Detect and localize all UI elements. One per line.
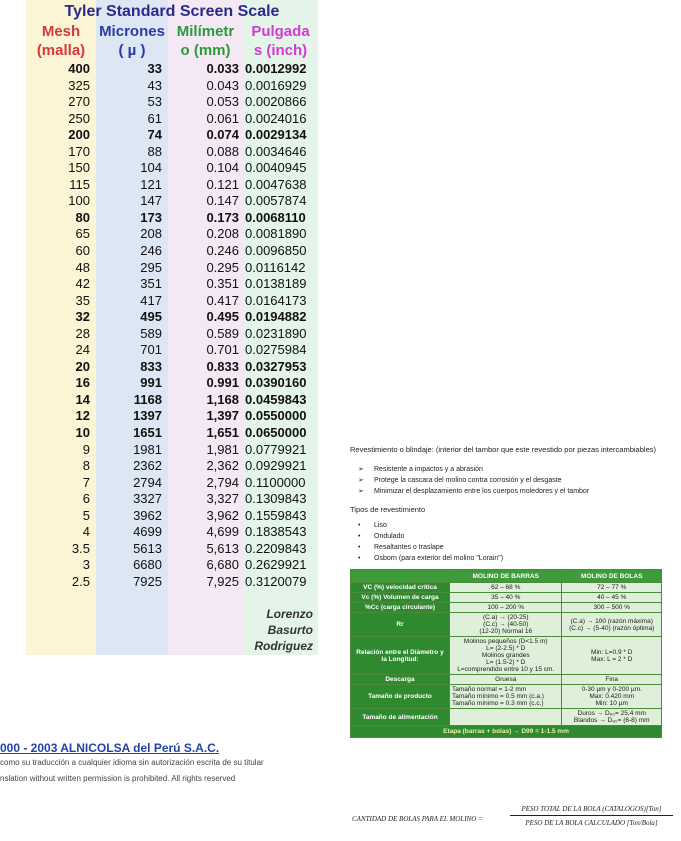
table-row bbox=[351, 583, 662, 593]
inch-cell: 0.0068110 bbox=[245, 209, 306, 225]
bolas-cell bbox=[562, 593, 662, 603]
benefit-text: Minimizar el desplazamiento entre los cuerpos moledores y el tambor bbox=[374, 488, 590, 495]
cell-line: 72 – 77 % bbox=[597, 584, 627, 591]
cell-line: 300 – 500 % bbox=[593, 604, 630, 611]
mm-cell: 1,397 bbox=[206, 408, 239, 424]
table-row bbox=[351, 613, 662, 637]
inch-cell: 0.0020866 bbox=[245, 94, 307, 110]
cell-line: L= (2-2.5) * D bbox=[486, 645, 526, 652]
cell-line: Max: 0.420 mm bbox=[589, 693, 635, 700]
cell-line: L= (1.5-2) * D bbox=[486, 659, 526, 666]
ball-count-formula bbox=[352, 805, 677, 841]
signature-line3: Rodriguez bbox=[254, 639, 313, 653]
table-row bbox=[26, 160, 318, 177]
bolas-cell bbox=[562, 709, 662, 726]
cell-line: Tamaño mínimo = 0.3 mm (c.c.) bbox=[452, 700, 544, 707]
row-label: %Cc (carga circulante) bbox=[351, 603, 450, 613]
table-row bbox=[26, 408, 318, 425]
mm-cell: 0.833 bbox=[206, 358, 239, 374]
tipos-title: Tipos de revestimiento bbox=[350, 505, 426, 514]
author-signature bbox=[243, 606, 313, 654]
mesh-cell: 3 bbox=[82, 557, 90, 573]
header-mesh bbox=[26, 22, 96, 60]
mesh-cell: 400 bbox=[68, 61, 90, 76]
cell-line: Min: L=0.9 * D bbox=[591, 648, 633, 656]
header-barras: MOLINO DE BARRAS bbox=[450, 570, 562, 583]
row-label: Relación entre el Diámetro y la Longitud: bbox=[351, 637, 450, 675]
table-row bbox=[26, 475, 318, 492]
micron-cell: 351 bbox=[140, 276, 162, 292]
mesh-cell: 7 bbox=[82, 474, 90, 490]
header-micron-line1: Micrones bbox=[99, 23, 165, 40]
list-item bbox=[358, 520, 503, 531]
table-row bbox=[26, 127, 318, 144]
cell-line: Max: L = 2 * D bbox=[591, 655, 633, 663]
mesh-cell: 28 bbox=[75, 325, 90, 341]
table-row bbox=[26, 144, 318, 161]
micron-cell: 589 bbox=[140, 325, 162, 341]
table-row bbox=[26, 243, 318, 260]
formula-denominator: PESO DE LA BOLA CALCULADO [Ton/Bola] bbox=[525, 819, 658, 827]
cell-line: Duros → D₈₀= 25,4 mm bbox=[577, 710, 646, 717]
row-label: Tamaño de producto bbox=[351, 685, 450, 709]
cell-line: Molinos grandes bbox=[481, 652, 530, 659]
inch-cell: 0.0116142 bbox=[245, 259, 306, 275]
list-item bbox=[358, 553, 503, 564]
header-mm bbox=[168, 22, 243, 60]
mm-cell: 0.074 bbox=[206, 127, 239, 143]
table-row bbox=[26, 326, 318, 343]
inch-cell: 0.0194882 bbox=[245, 309, 307, 325]
table-title: Tyler Standard Screen Scale bbox=[64, 3, 280, 20]
formula-numerator: PESO TOTAL DE LA BOLA (CATALOGOS)[Ton] bbox=[510, 805, 673, 816]
copyright-line-en: nslation without written permission is prohibited. All rights reserved bbox=[0, 774, 236, 783]
mesh-cell: 170 bbox=[68, 143, 90, 159]
list-item bbox=[358, 531, 503, 542]
cell-line: Gruesa bbox=[495, 676, 517, 683]
table-row bbox=[26, 111, 318, 128]
header-micron-line2: ( µ ) bbox=[118, 42, 146, 59]
row-label: Rr bbox=[351, 613, 450, 637]
mm-cell: 4,699 bbox=[206, 524, 239, 540]
mesh-cell: 4 bbox=[82, 524, 90, 540]
table-row bbox=[26, 574, 318, 591]
copyright-link[interactable]: 000 - 2003 ALNICOLSA del Perú S.A.C. bbox=[0, 741, 220, 755]
bolas-cell bbox=[562, 637, 662, 675]
mm-cell: 0.589 bbox=[206, 325, 239, 341]
mm-cell: 2,362 bbox=[206, 458, 239, 474]
barras-cell bbox=[450, 637, 562, 675]
table-row bbox=[26, 458, 318, 475]
table-row bbox=[351, 675, 662, 685]
micron-cell: 6680 bbox=[133, 557, 162, 573]
inch-cell: 0.0779921 bbox=[245, 441, 307, 457]
dot-bullet-icon: • bbox=[358, 533, 361, 540]
micron-cell: 43 bbox=[147, 77, 162, 93]
table-row bbox=[351, 685, 662, 709]
micron-cell: 104 bbox=[140, 160, 162, 176]
mesh-cell: 20 bbox=[75, 358, 90, 374]
micron-cell: 2362 bbox=[133, 458, 162, 474]
mill-comparison-table bbox=[350, 569, 662, 738]
mm-cell: 0.033 bbox=[206, 61, 239, 76]
mesh-cell: 115 bbox=[69, 176, 90, 192]
mm-cell: 1,981 bbox=[206, 441, 239, 457]
inch-cell: 0.0650000 bbox=[245, 425, 307, 441]
micron-cell: 121 bbox=[140, 176, 162, 192]
inch-cell: 0.1838543 bbox=[245, 524, 307, 540]
revestimiento-intro: Revestimiento o blindaje: (interior del tambor que este revestido por piezas intercambiables) bbox=[350, 445, 656, 454]
inch-cell: 0.1559843 bbox=[245, 507, 307, 523]
mesh-cell: 2.5 bbox=[71, 573, 90, 589]
cell-line: (C.c) → (40-50) bbox=[483, 621, 529, 628]
mesh-cell: 10 bbox=[75, 425, 90, 441]
table-row bbox=[26, 226, 318, 243]
micron-cell: 701 bbox=[140, 342, 162, 358]
mesh-cell: 24 bbox=[75, 342, 90, 358]
cell-line: L=comprendido entre 10 y 15 cm. bbox=[457, 666, 555, 673]
micron-cell: 417 bbox=[140, 292, 162, 308]
tipo-text: Osborn (para exterior del molino "Lorain") bbox=[374, 555, 504, 562]
barras-cell bbox=[450, 685, 562, 709]
cell-line: (C.a) → 100 (razón máxima) bbox=[570, 617, 653, 625]
mesh-cell: 325 bbox=[68, 77, 90, 93]
benefits-list bbox=[358, 464, 589, 497]
mm-cell: 3,327 bbox=[206, 491, 239, 507]
table-footer-row bbox=[351, 726, 662, 738]
inch-cell: 0.0012992 bbox=[245, 61, 307, 76]
inch-cell: 0.0164173 bbox=[245, 292, 307, 308]
mm-cell: 0.295 bbox=[206, 259, 239, 275]
bolas-cell bbox=[562, 675, 662, 685]
mm-cell: 0.208 bbox=[206, 226, 239, 242]
inch-cell: 0.2209843 bbox=[245, 540, 307, 556]
inch-cell: 0.0016929 bbox=[245, 77, 307, 93]
micron-cell: 246 bbox=[140, 243, 162, 259]
micron-cell: 833 bbox=[140, 358, 162, 374]
micron-cell: 88 bbox=[147, 143, 162, 159]
table-row bbox=[26, 392, 318, 409]
table-body bbox=[26, 61, 318, 591]
inch-cell: 0.0096850 bbox=[245, 243, 307, 259]
inch-cell: 0.0047638 bbox=[245, 176, 307, 192]
inch-cell: 0.1309843 bbox=[245, 491, 307, 507]
mm-cell: 0.061 bbox=[206, 110, 239, 126]
header-mm-line1: Milímetr bbox=[176, 23, 235, 40]
cell-line: Tamaño normal = 1-2 mm bbox=[452, 686, 527, 693]
inch-cell: 0.0390160 bbox=[245, 375, 307, 391]
mesh-cell: 3.5 bbox=[71, 540, 90, 556]
mesh-cell: 200 bbox=[68, 127, 90, 143]
mm-cell: 6,680 bbox=[206, 557, 239, 573]
table-row bbox=[26, 508, 318, 525]
mm-cell: 7,925 bbox=[206, 573, 239, 589]
mesh-cell: 8 bbox=[82, 458, 90, 474]
mm-cell: 5,613 bbox=[206, 540, 239, 556]
table-row bbox=[26, 342, 318, 359]
micron-cell: 991 bbox=[140, 375, 162, 391]
bolas-cell bbox=[562, 603, 662, 613]
dot-bullet-icon: • bbox=[358, 522, 361, 529]
inch-cell: 0.3120079 bbox=[245, 573, 307, 589]
cell-line: (C.c) → (5-40) (razón óptima) bbox=[569, 624, 655, 632]
table-row bbox=[26, 309, 318, 326]
cell-line: Fina bbox=[605, 676, 619, 683]
table-row bbox=[26, 359, 318, 376]
mesh-cell: 80 bbox=[75, 209, 90, 225]
header-inch bbox=[243, 22, 318, 60]
micron-cell: 7925 bbox=[133, 573, 162, 589]
micron-cell: 1981 bbox=[133, 441, 162, 457]
mm-cell: 0.121 bbox=[206, 176, 239, 192]
table-row bbox=[351, 709, 662, 726]
mm-cell: 1,651 bbox=[206, 425, 239, 441]
mm-cell: 0.104 bbox=[206, 160, 239, 176]
table-row bbox=[26, 541, 318, 558]
table-row bbox=[26, 557, 318, 574]
header-blank bbox=[351, 570, 450, 583]
barras-cell bbox=[450, 583, 562, 593]
table-row bbox=[26, 78, 318, 95]
micron-cell: 1651 bbox=[133, 425, 162, 441]
cell-line: 40 – 45 % bbox=[597, 594, 627, 601]
inch-cell: 0.0040945 bbox=[245, 160, 307, 176]
micron-cell: 53 bbox=[147, 94, 162, 110]
footer-note: Etapa (barras + bolas) → D99 = 1-1.5 mm bbox=[351, 726, 662, 738]
table-row bbox=[26, 260, 318, 277]
mill-table-body bbox=[351, 583, 662, 738]
tipos-list bbox=[358, 520, 503, 564]
list-item bbox=[358, 486, 589, 497]
table-row bbox=[26, 425, 318, 442]
mesh-cell: 16 bbox=[75, 375, 90, 391]
mm-cell: 0.088 bbox=[206, 143, 239, 159]
list-item bbox=[358, 464, 589, 475]
micron-cell: 147 bbox=[140, 193, 162, 209]
mesh-cell: 35 bbox=[75, 292, 90, 308]
cell-line: (12-20) Normal 16 bbox=[479, 628, 533, 635]
row-label: Tamaño de alimentación bbox=[351, 709, 450, 726]
barras-cell bbox=[450, 613, 562, 637]
table-row bbox=[26, 442, 318, 459]
table-row bbox=[26, 193, 318, 210]
table-row bbox=[26, 293, 318, 310]
cell-line: Tamaño mínimo = 0.5 mm (c.a.) bbox=[452, 693, 544, 700]
table-header-row bbox=[351, 570, 662, 583]
copyright-line-es: como su traducción a cualquier idioma sin autorización escrita de su titular bbox=[0, 758, 264, 767]
inch-cell: 0.0550000 bbox=[245, 408, 307, 424]
mm-cell: 0.991 bbox=[206, 375, 239, 391]
cell-line: 62 – 68 % bbox=[491, 584, 521, 591]
inch-cell: 0.0275984 bbox=[245, 342, 307, 358]
cell-line: 100 – 200 % bbox=[487, 604, 524, 611]
cell-line: (C.a) → (20-25) bbox=[482, 614, 529, 621]
mesh-cell: 32 bbox=[75, 309, 90, 325]
micron-cell: 33 bbox=[147, 61, 162, 76]
cell-line: Molinos pequeños (D<1.5 m) bbox=[463, 638, 548, 645]
inch-cell: 0.1100000 bbox=[245, 474, 306, 490]
formula-lhs: CANTIDAD DE BOLAS PARA EL MOLINO = bbox=[352, 815, 483, 823]
bolas-cell bbox=[562, 613, 662, 637]
barras-cell bbox=[450, 709, 562, 726]
table-row bbox=[26, 276, 318, 293]
bolas-cell bbox=[562, 685, 662, 709]
dot-bullet-icon: • bbox=[358, 555, 361, 562]
mesh-cell: 48 bbox=[75, 259, 90, 275]
mesh-cell: 100 bbox=[68, 193, 90, 209]
inch-cell: 0.0231890 bbox=[245, 325, 307, 341]
mesh-cell: 42 bbox=[75, 276, 90, 292]
inch-cell: 0.0034646 bbox=[245, 143, 307, 159]
micron-cell: 3327 bbox=[133, 491, 162, 507]
table-row bbox=[26, 375, 318, 392]
row-label: Vc (%) Volumen de carga bbox=[351, 593, 450, 603]
micron-cell: 4699 bbox=[133, 524, 162, 540]
table-row bbox=[26, 210, 318, 227]
table-row bbox=[26, 491, 318, 508]
mesh-cell: 60 bbox=[75, 243, 90, 259]
arrow-bullet-icon: ➢ bbox=[358, 477, 364, 484]
list-item bbox=[358, 542, 503, 553]
inch-cell: 0.0029134 bbox=[245, 127, 307, 143]
inch-cell: 0.2629921 bbox=[245, 557, 307, 573]
inch-cell: 0.0929921 bbox=[245, 458, 307, 474]
mm-cell: 0.053 bbox=[206, 94, 239, 110]
benefit-text: Resistente a impactos y a abrasión bbox=[374, 466, 483, 473]
mm-cell: 1,168 bbox=[206, 391, 239, 407]
table-row bbox=[351, 593, 662, 603]
header-mm-line2: o (mm) bbox=[180, 42, 231, 59]
mesh-cell: 6 bbox=[82, 491, 90, 507]
mm-cell: 0.351 bbox=[206, 276, 239, 292]
mesh-cell: 14 bbox=[75, 391, 90, 407]
dot-bullet-icon: • bbox=[358, 544, 361, 551]
mesh-cell: 5 bbox=[82, 507, 90, 523]
signature-line1: Lorenzo bbox=[266, 607, 313, 621]
table-row bbox=[351, 637, 662, 675]
signature-line2: Basurto bbox=[267, 623, 313, 637]
mesh-cell: 9 bbox=[82, 441, 90, 457]
cell-line: Blandos → D₈₀= (6-8) mm bbox=[573, 717, 650, 724]
inch-cell: 0.0024016 bbox=[245, 110, 307, 126]
tipo-text: Ondulado bbox=[374, 533, 405, 540]
header-mesh-line1: Mesh bbox=[41, 23, 81, 40]
row-label: Descarga bbox=[351, 675, 450, 685]
inch-cell: 0.0327953 bbox=[245, 358, 307, 374]
tyler-screen-table bbox=[26, 0, 318, 655]
micron-cell: 1168 bbox=[133, 391, 162, 407]
bolas-cell bbox=[562, 583, 662, 593]
table-row bbox=[26, 177, 318, 194]
mesh-cell: 150 bbox=[68, 160, 90, 176]
barras-cell bbox=[450, 593, 562, 603]
inch-cell: 0.0459843 bbox=[245, 391, 307, 407]
tipo-text: Liso bbox=[374, 522, 387, 529]
mm-cell: 0.173 bbox=[206, 209, 239, 225]
micron-cell: 2794 bbox=[133, 474, 162, 490]
mm-cell: 0.495 bbox=[206, 309, 239, 325]
cell-line: 0-30 µm y 0-200 µm. bbox=[581, 686, 642, 693]
row-label: VC (%) velocidad crítica bbox=[351, 583, 450, 593]
mesh-cell: 12 bbox=[75, 408, 90, 424]
micron-cell: 5613 bbox=[133, 540, 162, 556]
mesh-cell: 65 bbox=[75, 226, 90, 242]
header-inch-line2: s (inch) bbox=[253, 42, 308, 59]
arrow-bullet-icon: ➢ bbox=[358, 466, 364, 473]
header-inch-line1: Pulgada bbox=[251, 23, 310, 40]
arrow-bullet-icon: ➢ bbox=[358, 488, 364, 495]
list-item bbox=[358, 475, 589, 486]
mm-cell: 2,794 bbox=[206, 474, 239, 490]
inch-cell: 0.0081890 bbox=[245, 226, 307, 242]
mm-cell: 0.417 bbox=[206, 292, 239, 308]
cell-line: 35 – 40 % bbox=[491, 594, 521, 601]
header-micron bbox=[96, 22, 168, 60]
micron-cell: 173 bbox=[140, 209, 162, 225]
table-row bbox=[351, 603, 662, 613]
cell-line: Min: 10 µm bbox=[595, 700, 628, 707]
micron-cell: 74 bbox=[147, 127, 162, 143]
micron-cell: 295 bbox=[140, 259, 162, 275]
table-row bbox=[26, 94, 318, 111]
micron-cell: 495 bbox=[140, 309, 162, 325]
mm-cell: 0.043 bbox=[206, 77, 239, 93]
micron-cell: 3962 bbox=[133, 507, 162, 523]
mesh-cell: 270 bbox=[68, 94, 90, 110]
table-row bbox=[26, 524, 318, 541]
header-bolas: MOLINO DE BOLAS bbox=[562, 570, 662, 583]
micron-cell: 1397 bbox=[133, 408, 162, 424]
mesh-cell: 250 bbox=[68, 110, 90, 126]
barras-cell bbox=[450, 675, 562, 685]
inch-cell: 0.0138189 bbox=[245, 276, 307, 292]
inch-cell: 0.0057874 bbox=[245, 193, 307, 209]
barras-cell bbox=[450, 603, 562, 613]
micron-cell: 208 bbox=[140, 226, 162, 242]
micron-cell: 61 bbox=[147, 110, 162, 126]
mm-cell: 3,962 bbox=[206, 507, 239, 523]
table-row bbox=[26, 61, 318, 78]
mm-cell: 0.701 bbox=[206, 342, 239, 358]
tipo-text: Resaltantes o traslape bbox=[374, 544, 444, 551]
header-mesh-line2: (malla) bbox=[36, 42, 86, 59]
benefit-text: Protege la cascara del molino contra corrosión y el desgaste bbox=[374, 477, 562, 484]
mm-cell: 0.147 bbox=[206, 193, 239, 209]
mm-cell: 0.246 bbox=[206, 243, 239, 259]
